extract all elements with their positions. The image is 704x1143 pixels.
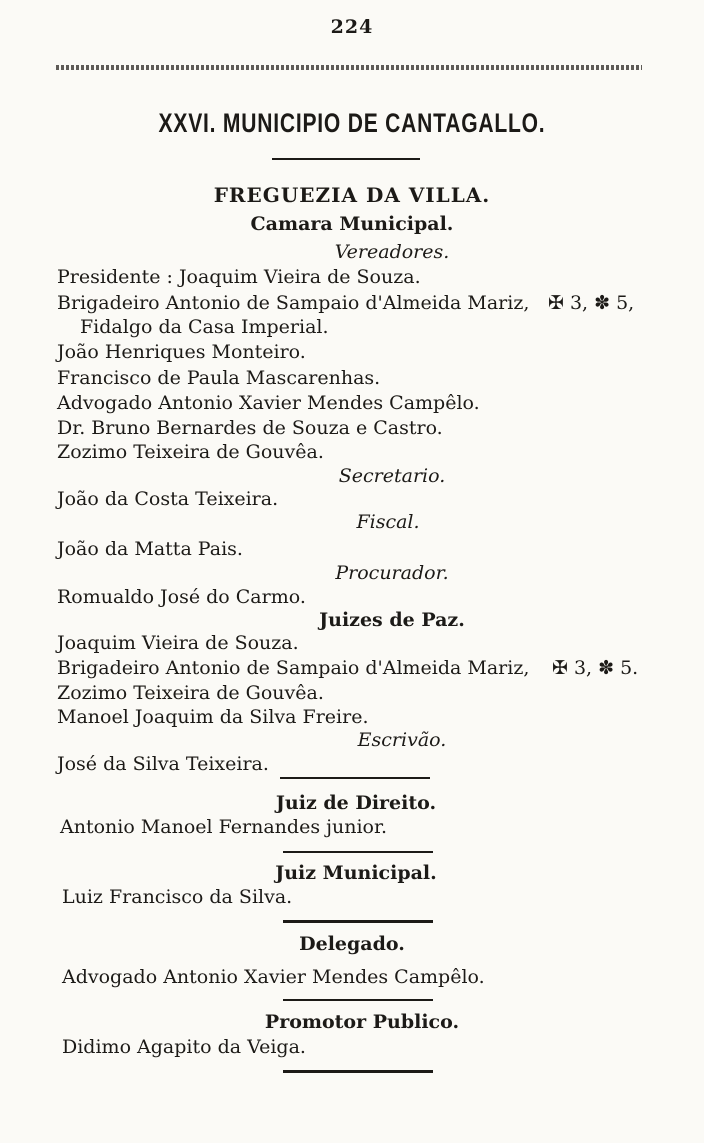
vereador-line: Dr. Bruno Bernardes de Souza e Castro. — [57, 417, 443, 439]
fiscal-heading: Fiscal. — [356, 511, 420, 533]
vereador-line: Brigadeiro Antonio de Sampaio d'Almeida Mariz, — [57, 292, 530, 314]
procurador-name: Romualdo José do Carmo. — [57, 586, 306, 608]
delegado-name: Advogado Antonio Xavier Mendes Campêlo. — [62, 966, 485, 988]
divider — [280, 777, 430, 779]
vereador-line: Presidente : Joaquim Vieira de Souza. — [57, 266, 421, 288]
order-insignia: ✠ 3, ✽ 5. — [552, 657, 639, 679]
page-number: 224 — [330, 16, 374, 38]
juiz-direito-name: Antonio Manoel Fernandes junior. — [60, 816, 388, 838]
municipality-title: XXVI. MUNICIPIO DE CANTAGALLO. — [158, 108, 546, 138]
vereador-line: Zozimo Teixeira de Gouvêa. — [57, 441, 324, 463]
divider — [283, 999, 433, 1001]
divider — [272, 158, 420, 160]
top-rule — [56, 65, 642, 70]
juiz-line: Brigadeiro Antonio de Sampaio d'Almeida Mariz, — [57, 657, 530, 679]
juizes-heading: Juizes de Paz. — [319, 609, 465, 631]
vereador-line: João Henriques Monteiro. — [57, 341, 306, 363]
juiz-line: Zozimo Teixeira de Gouvêa. — [57, 682, 324, 704]
secretario-heading: Secretario. — [338, 465, 446, 487]
vereador-line: Fidalgo da Casa Imperial. — [80, 316, 329, 338]
vereador-line: Advogado Antonio Xavier Mendes Campêlo. — [57, 392, 480, 414]
divider — [283, 851, 433, 853]
parish-heading: FREGUEZIA DA VILLA. — [213, 183, 491, 207]
camara-heading: Camara Municipal. — [250, 213, 454, 235]
divider — [283, 920, 433, 923]
escrivao-name: José da Silva Teixeira. — [57, 753, 269, 775]
order-insignia: ✠ 3, ✽ 5, — [548, 292, 635, 314]
divider — [283, 1070, 433, 1073]
escrivao-heading: Escrivão. — [357, 729, 447, 751]
fiscal-name: João da Matta Pais. — [57, 538, 243, 560]
secretario-name: João da Costa Teixeira. — [57, 488, 279, 510]
delegado-heading: Delegado. — [299, 933, 405, 955]
juiz-direito-heading: Juiz de Direito. — [275, 792, 437, 814]
promotor-name: Didimo Agapito da Veiga. — [62, 1036, 306, 1058]
juiz-municipal-heading: Juiz Municipal. — [275, 862, 437, 884]
promotor-heading: Promotor Publico. — [264, 1011, 460, 1033]
vereadores-heading: Vereadores. — [334, 241, 450, 263]
juiz-line: Manoel Joaquim da Silva Freire. — [57, 706, 369, 728]
vereador-line: Francisco de Paula Mascarenhas. — [57, 367, 381, 389]
juiz-municipal-name: Luiz Francisco da Silva. — [62, 886, 293, 908]
juiz-line: Joaquim Vieira de Souza. — [57, 632, 299, 654]
procurador-heading: Procurador. — [335, 562, 449, 584]
